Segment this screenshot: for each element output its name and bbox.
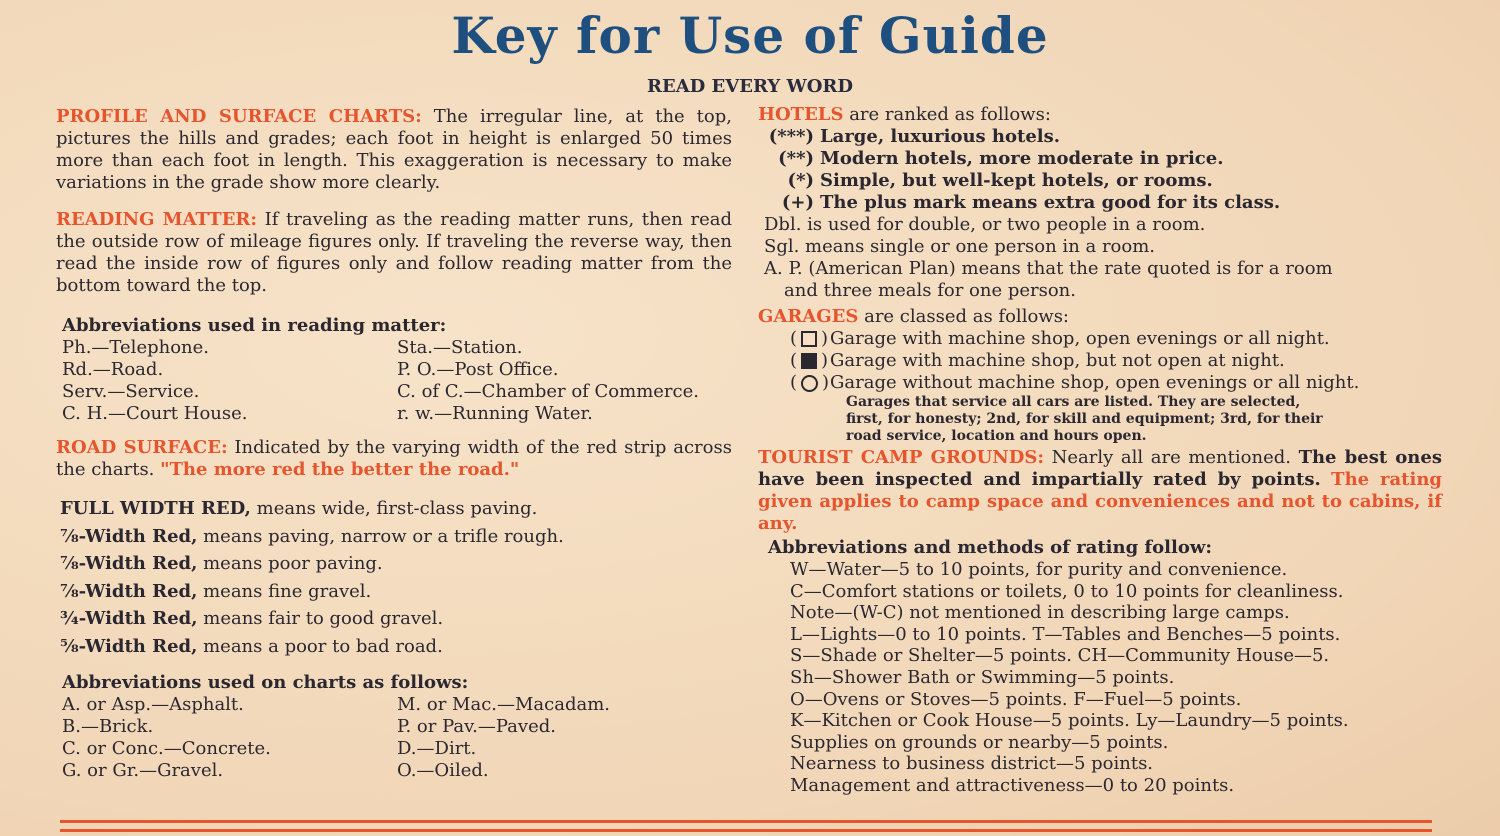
garage-note: [758, 394, 1442, 445]
list-item: C. H.—Court House.: [62, 403, 248, 424]
rating-list: [758, 559, 1442, 797]
right-column: [758, 104, 1442, 797]
list-item: Management and attractiveness—0 to 20 points.: [790, 774, 1235, 796]
ap-line: A. P. (American Plan) means that the rate quoted is for a room: [764, 258, 1333, 279]
abbrev-charts-section: [56, 672, 732, 782]
list-item: Serv.—Service.: [62, 381, 200, 402]
list-item: Rd.—Road.: [62, 359, 164, 380]
abbrev-charts-heading: Abbreviations used on charts as follows:: [62, 672, 469, 693]
abbrev-reading-heading: Abbreviations used in reading matter:: [62, 315, 447, 336]
reading-heading: READING MATTER:: [56, 209, 258, 230]
camps-section: [758, 447, 1442, 535]
sgl-line: Sgl. means single or one person in a room.: [764, 236, 1156, 257]
list-item: r. w.—Running Water.: [397, 403, 593, 424]
page-title: Key for Use of Guide: [451, 6, 1049, 65]
road-surface-text: Indicated by the varying width of the red strip across the charts.: [56, 437, 732, 480]
dbl-line: Dbl. is used for double, or two people in a room.: [764, 214, 1206, 235]
width-text: means a poor to bad road.: [203, 635, 443, 657]
garages-intro: [758, 306, 1442, 328]
rank-text: Simple, but well-kept hotels, or rooms.: [820, 170, 1213, 191]
list-item: [60, 633, 732, 661]
list-item: O—Ovens or Stoves—5 points. F—Fuel—5 points.: [790, 688, 1242, 710]
list-item: C. or Conc.—Concrete.: [62, 738, 271, 759]
list-item: [60, 605, 732, 633]
rank-symbol: (*): [787, 170, 814, 191]
abbrev-reading-section: [56, 315, 732, 425]
list-item: [758, 148, 1442, 170]
list-item: Ph.—Telephone.: [62, 337, 210, 358]
rank-text: Large, luxurious hotels.: [820, 126, 1061, 147]
garages-heading: GARAGES: [758, 306, 859, 327]
list-item: [60, 495, 732, 523]
list-item: Sta.—Station.: [397, 337, 523, 358]
list-item: Sh—Shower Bath or Swimming—5 points.: [790, 666, 1175, 688]
hotels-intro-text: are ranked as follows:: [849, 104, 1051, 125]
list-item: [758, 372, 1442, 394]
list-item: O.—Oiled.: [397, 760, 489, 781]
width-label: ⅝-Width Red,: [60, 635, 198, 657]
width-text: means fair to good gravel.: [203, 608, 444, 629]
list-item: C. of C.—Chamber of Commerce.: [397, 381, 699, 402]
list-item: Supplies on grounds or nearby—5 points.: [790, 731, 1169, 753]
list-item: Nearness to business district—5 points.: [790, 753, 1154, 775]
profile-text: The irregular line, at the top, pictures the hills and grades; each foot in height is enlarged 50 times more than each foot in length. This exaggeration is necessary to make variations in the grade show more clearly.: [56, 106, 732, 193]
garage-text: Garage without machine shop, open evenings or all night.: [830, 372, 1360, 393]
width-text: means wide, first-class paving.: [256, 498, 538, 519]
filled-square-icon: ( ): [790, 350, 829, 371]
rating-heading: Abbreviations and methods of rating follow:: [768, 537, 1212, 558]
list-item: [758, 328, 1442, 350]
garage-note-line: first, for honesty; 2nd, for skill and equipment; 3rd, for their: [846, 411, 1323, 427]
list-item: D.—Dirt.: [397, 738, 477, 759]
profile-section: [56, 106, 732, 194]
width-text: means paving, narrow or a trifle rough.: [203, 525, 564, 547]
list-item: B.—Brick.: [62, 716, 154, 737]
width-label: FULL WIDTH RED,: [60, 498, 251, 519]
circle-icon: ( ): [790, 372, 830, 393]
hotels-heading: HOTELS: [758, 104, 844, 125]
garage-text: Garage with machine shop, open evenings or all night.: [830, 328, 1330, 349]
list-item: [60, 523, 732, 551]
list-item: [60, 578, 732, 606]
camps-heading: TOURIST CAMP GROUNDS:: [758, 447, 1045, 468]
width-label: ⅞-Width Red,: [60, 525, 198, 547]
list-item: P. or Pav.—Paved.: [397, 716, 556, 737]
abbrev-charts-list: [56, 694, 732, 782]
list-item: M. or Mac.—Macadam.: [397, 694, 611, 715]
garage-note-line: road service, location and hours open.: [846, 428, 1147, 444]
road-surface-heading: ROAD SURFACE:: [56, 437, 228, 458]
list-item: G. or Gr.—Gravel.: [62, 760, 224, 781]
rank-text: Modern hotels, more moderate in price.: [820, 148, 1224, 169]
list-item: S—Shade or Shelter—5 points. CH—Community House—5.: [790, 645, 1330, 667]
list-item: L—Lights—0 to 10 points. T—Tables and Benches—5 points.: [790, 623, 1341, 645]
width-list: [56, 495, 732, 660]
list-item: P. O.—Post Office.: [397, 359, 559, 380]
garage-text: Garage with machine shop, but not open at night.: [830, 350, 1285, 371]
road-surface-section: [56, 437, 732, 481]
garage-note-line: Garages that service all cars are listed. They are selected,: [846, 394, 1301, 410]
bottom-rule: [60, 829, 1432, 832]
road-surface-quote: "The more red the better the road.": [160, 459, 520, 480]
list-item: [758, 170, 1442, 192]
list-item: [60, 550, 732, 578]
list-item: Note—(W-C) not mentioned in describing large camps.: [790, 602, 1290, 624]
hotels-intro: [758, 104, 1442, 126]
profile-heading: PROFILE AND SURFACE CHARTS:: [56, 106, 422, 127]
width-label: ¾-Width Red,: [60, 608, 198, 629]
abbrev-reading-list: [56, 337, 732, 425]
list-item: K—Kitchen or Cook House—5 points. Ly—Laundry—5 points.: [790, 710, 1349, 732]
rank-symbol: (+): [781, 192, 814, 213]
camps-text: Nearly all are mentioned.: [1051, 447, 1291, 468]
reading-section: [56, 209, 732, 297]
rank-symbol: (**): [778, 148, 814, 169]
camps-text-bold: The best ones have been inspected and impartially rated by points.: [758, 447, 1442, 490]
width-text: means poor paving.: [203, 553, 383, 574]
left-column: [56, 106, 732, 782]
hotel-ranks: [758, 126, 1442, 214]
list-item: [758, 126, 1442, 148]
list-item: C—Comfort stations or toilets, 0 to 10 points for cleanliness.: [790, 580, 1344, 602]
list-item: [758, 192, 1442, 214]
camps-red-text: The rating given applies to camp space and conveniences and not to cabins, if any.: [758, 469, 1442, 534]
list-item: W—Water—5 to 10 points, for purity and convenience.: [790, 559, 1288, 580]
reading-text: If traveling as the reading matter runs, then read the outside row of mileage figures only. If traveling the reverse way, then read the inside row of figures only and follow reading matter from the bottom toward the top.: [56, 209, 732, 296]
width-text: means fine gravel.: [203, 580, 372, 602]
rank-symbol: (***): [768, 126, 814, 147]
width-label: ⅞-Width Red,: [60, 580, 198, 602]
bottom-rule: [60, 820, 1432, 823]
list-item: [758, 350, 1442, 372]
rank-text: The plus mark means extra good for its class.: [820, 192, 1281, 213]
ap-line-cont: and three meals for one person.: [784, 280, 1076, 301]
list-item: A. or Asp.—Asphalt.: [62, 694, 244, 715]
garages-intro-text: are classed as follows:: [864, 306, 1069, 327]
page-subtitle: READ EVERY WORD: [647, 76, 853, 97]
width-label: ⅞-Width Red,: [60, 553, 198, 574]
open-square-icon: ( ): [790, 328, 829, 349]
